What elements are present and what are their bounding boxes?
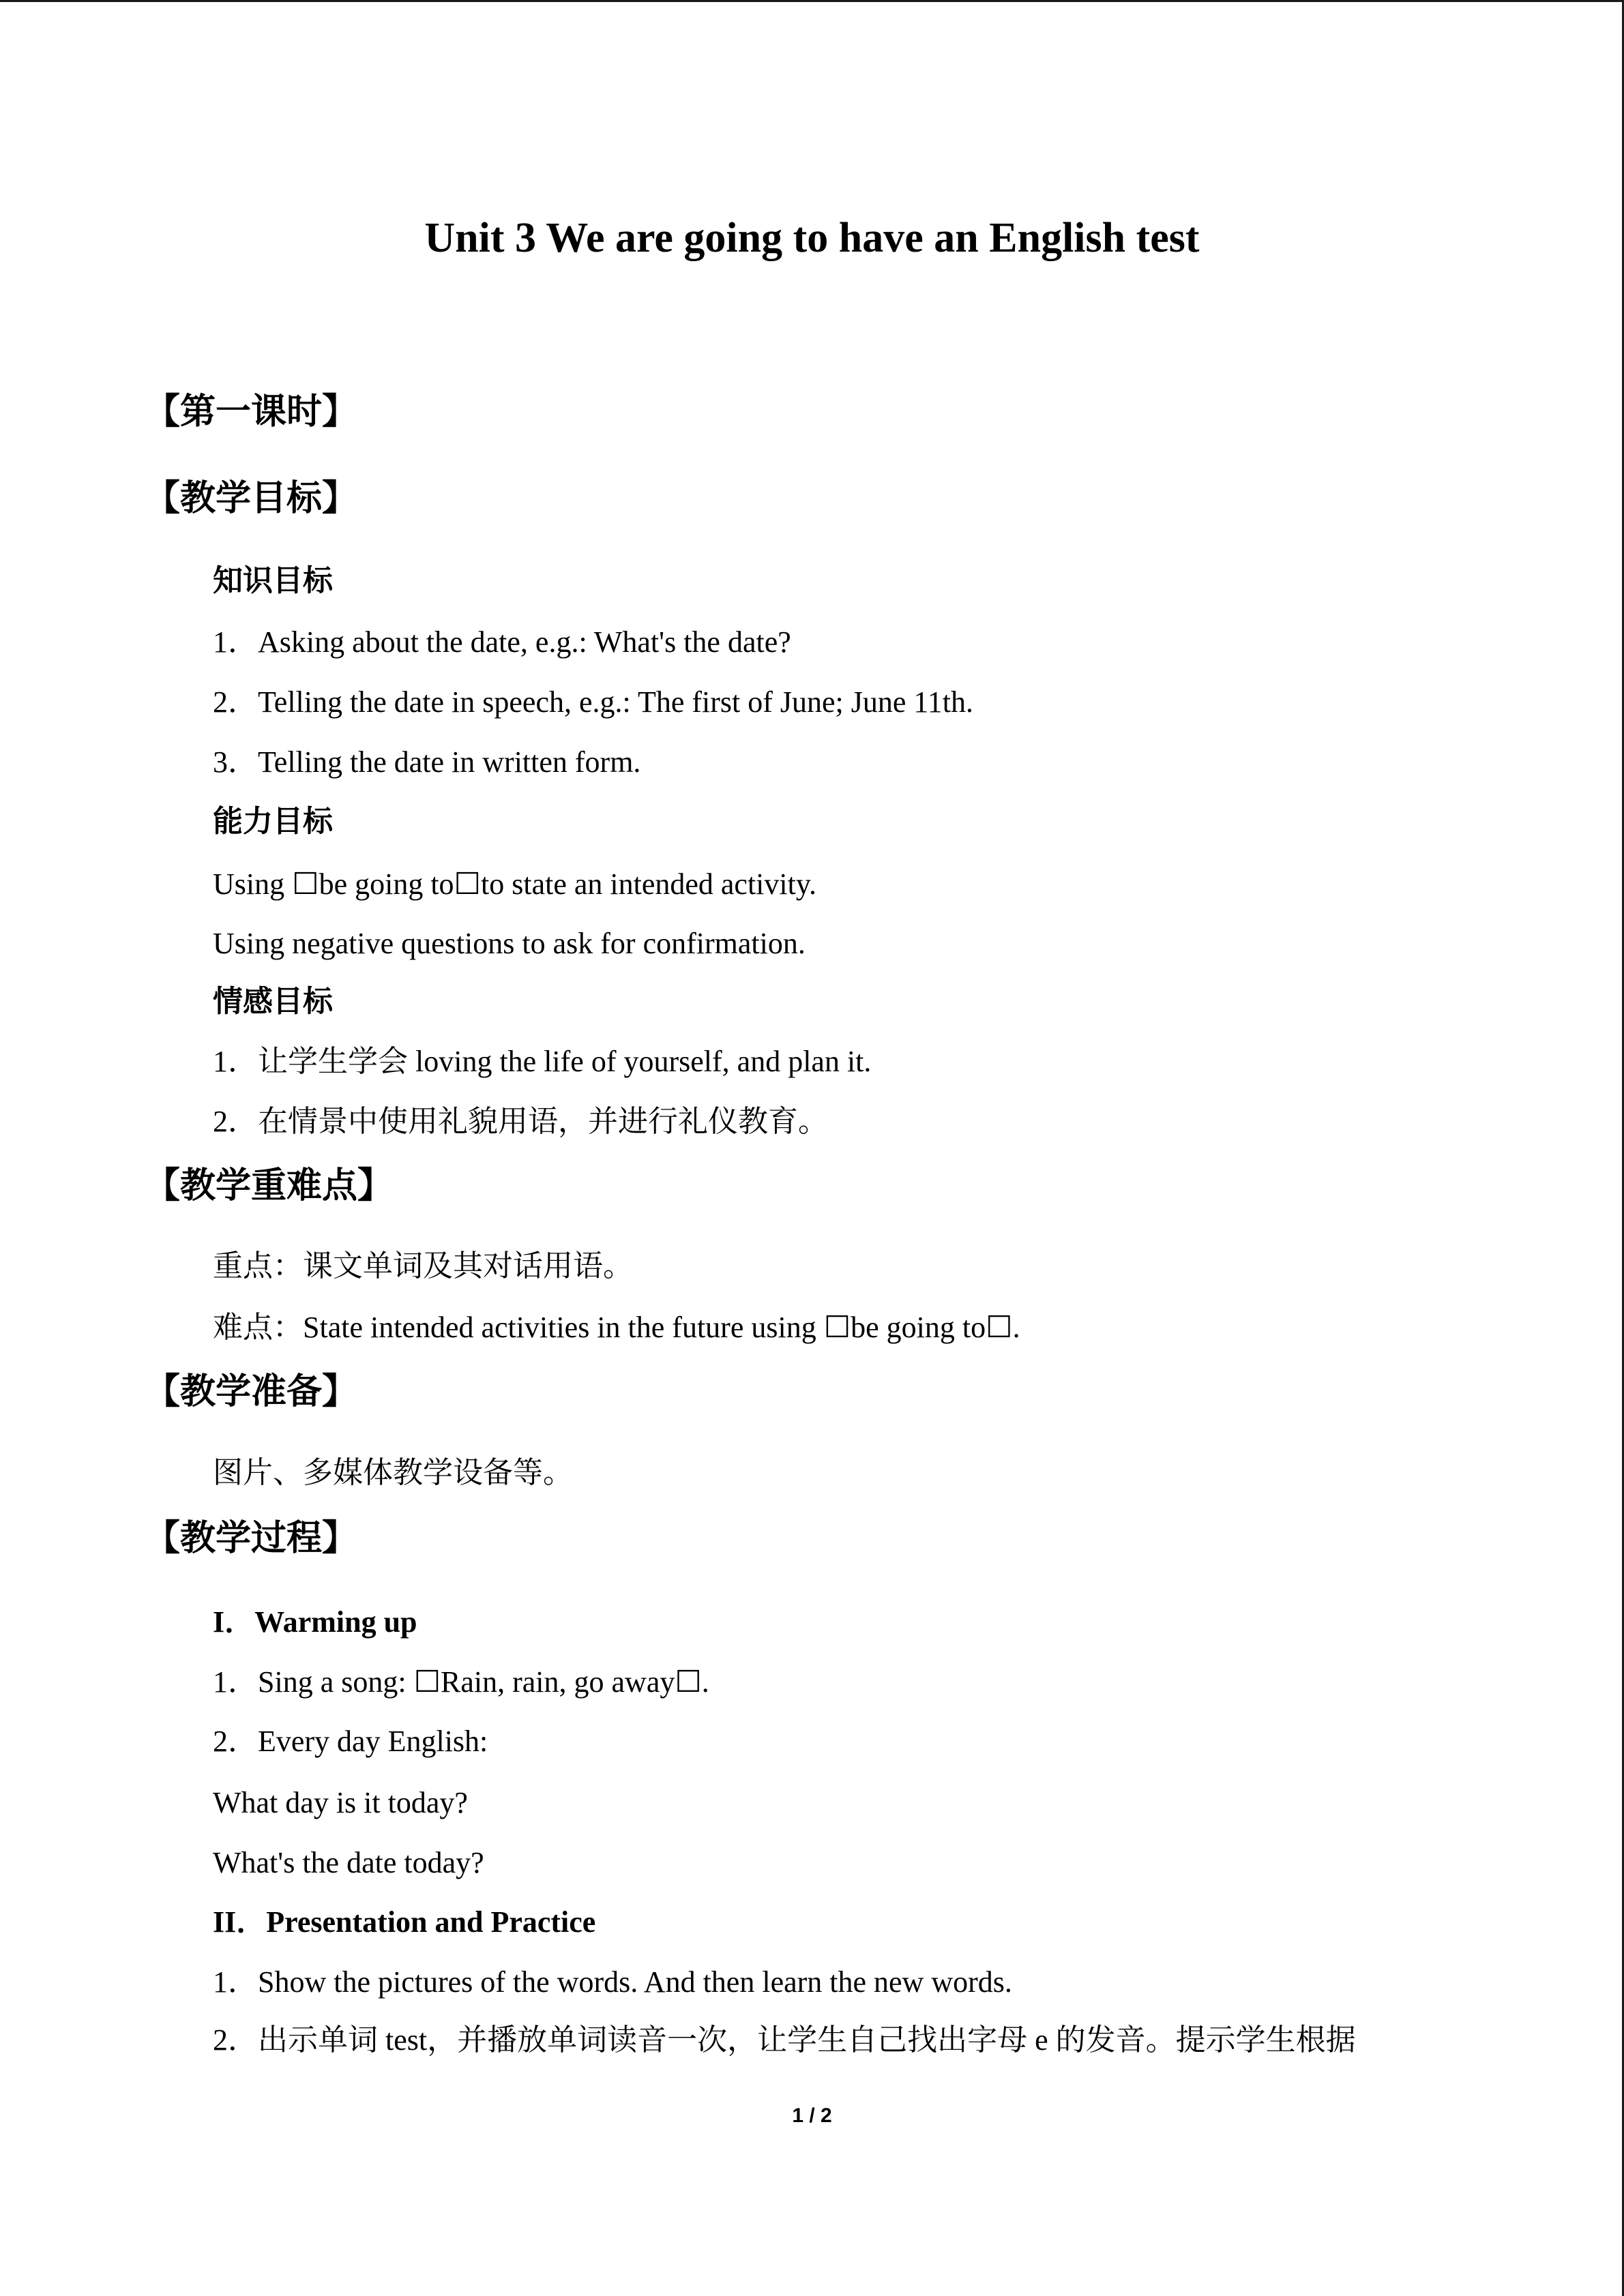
difficult-point-item: 难点：State intended activities in the future using ☐be going to☐. (213, 1311, 1020, 1344)
ability-objectives-label: 能力目标 (213, 805, 333, 838)
page-number: 1 / 2 (792, 2104, 832, 2127)
key-points-heading: 【教学重难点】 (145, 1166, 394, 1206)
presentation-item: 1．Show the pictures of the words. And then learn the new words. (213, 1965, 1012, 1999)
key-point-item: 重点：课文单词及其对话用语。 (213, 1249, 633, 1283)
document-title: Unit 3 We are going to have an English test (424, 215, 1200, 261)
knowledge-item: 2．Telling the date in speech, e.g.: The first of June; June 11th. (213, 685, 973, 719)
knowledge-item: 1．Asking about the date, e.g.: What's the date? (213, 625, 791, 659)
warming-up-item: What day is it today? (213, 1786, 468, 1819)
preparation-heading: 【教学准备】 (145, 1372, 358, 1412)
presentation-item: 2．出示单词 test，并播放单词读音一次，让学生自己找出字母 e 的发音。提示学生根据 (213, 2023, 1356, 2057)
emotion-objectives-label: 情感目标 (213, 985, 333, 1018)
process-heading: 【教学过程】 (145, 1519, 358, 1558)
ability-item: Using ☐be going to☐to state an intended activity. (213, 867, 816, 901)
warming-up-label: I．Warming up (213, 1605, 417, 1639)
warming-up-item: 2．Every day English: (213, 1725, 488, 1758)
warming-up-item: 1．Sing a song: ☐Rain, rain, go away☐. (213, 1665, 709, 1699)
knowledge-objectives-label: 知识目标 (213, 564, 333, 597)
page-top-border (0, 0, 1624, 2)
presentation-label: II．Presentation and Practice (213, 1905, 596, 1939)
ability-item: Using negative questions to ask for confirmation. (213, 927, 806, 960)
emotion-item: 2．在情景中使用礼貌用语，并进行礼仪教育。 (213, 1105, 828, 1138)
objectives-heading: 【教学目标】 (145, 479, 358, 518)
lesson-heading: 【第一课时】 (145, 392, 358, 432)
emotion-item: 1．让学生学会 loving the life of yourself, and plan it. (213, 1045, 872, 1078)
warming-up-item: What's the date today? (213, 1846, 484, 1879)
knowledge-item: 3．Telling the date in written form. (213, 745, 641, 779)
preparation-text: 图片、多媒体教学设备等。 (213, 1456, 573, 1489)
